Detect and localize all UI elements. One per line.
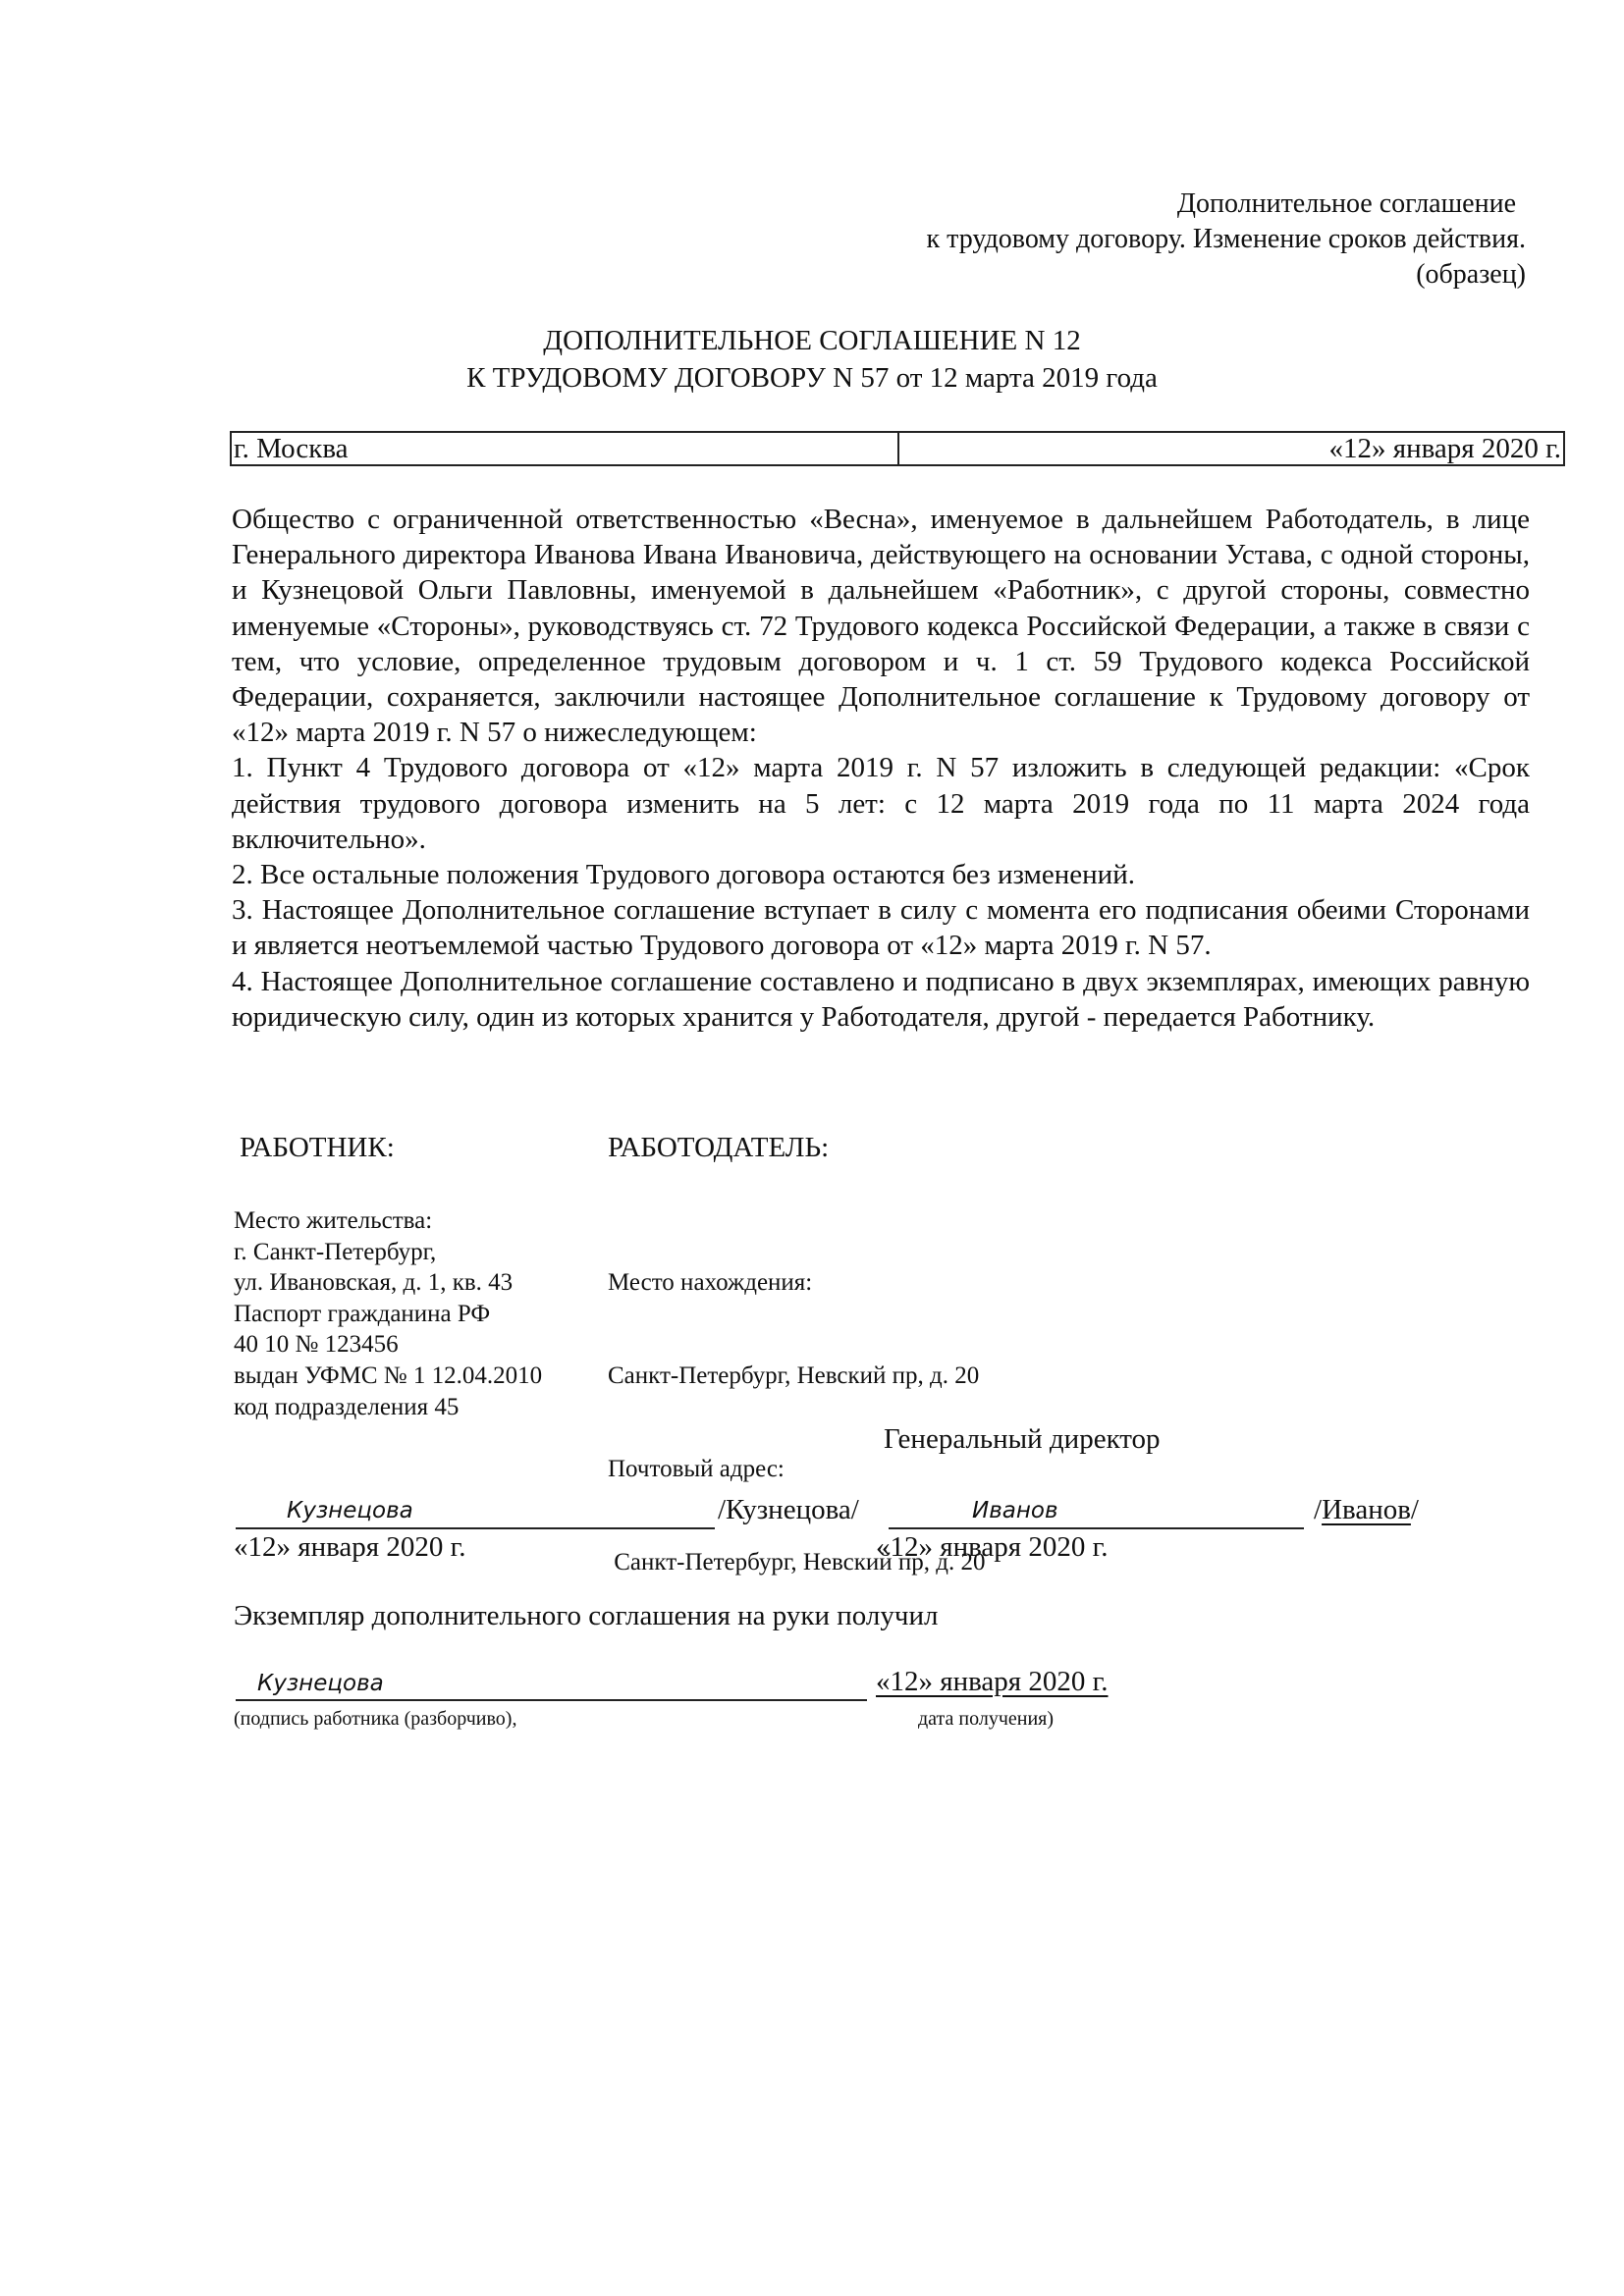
title-line-2: К ТРУДОВОМУ ДОГОВОРУ N 57 от 12 марта 2019 года (466, 362, 1158, 394)
title-line-1: ДОПОЛНИТЕЛЬНОЕ СОГЛАШЕНИЕ N 12 (543, 325, 1081, 356)
agreement-body (232, 502, 1530, 1035)
header-line-3: (образец) (1416, 259, 1526, 290)
employer-signature-rule (889, 1527, 1304, 1529)
employer-position: Генеральный директор (884, 1423, 1161, 1455)
employee-detail-line: выдан УФМС № 1 12.04.2010 (234, 1362, 543, 1389)
employer-detail-line: Санкт-Петербург, Невский пр, д. 20 (608, 1548, 986, 1575)
clause-1: 1. Пункт 4 Трудового договора от «12» марта 2019 г. N 57 изложить в следующей редакции: «Срок действия трудового договора изменить на 5 лет: с 12 марта 2019 года по 11 марта 2024 года включительно». (232, 752, 1530, 855)
employer-detail-line: Место нахождения: (608, 1269, 813, 1297)
header-line-1: Дополнительное соглашение (1176, 188, 1516, 219)
receipt-signature-rule (236, 1699, 867, 1701)
employee-signature-name: /Кузнецова/ (718, 1494, 859, 1525)
employer-signature-slash-open: / (1314, 1494, 1323, 1525)
receipt-statement: Экземпляр дополнительного соглашения на руки получил (234, 1600, 939, 1631)
receipt-caption-date: дата получения) (918, 1708, 1055, 1730)
employee-signature-date: «12» января 2020 г. (234, 1531, 466, 1563)
employer-signature-slash-close: / (1410, 1494, 1419, 1525)
preamble-paragraph: Общество с ограниченной ответственностью «Весна», именуемое в дальнейшем Работодатель, в лице Генерального директора Иванова Ивана Ивановича, действующего на основании Устава, с одной стороны, и Кузнецовой Ольги Павловны, именуемой в дальнейшем «Работник», с другой стороны, совместно именуемые «Стороны», руководствуясь ст. 72 Трудового кодекса Российской Федерации, а также в связи с тем, что условие, определенное трудовым договором и ч. 1 ст. 59 Трудового кодекса Российской Федерации, сохраняется, заключили настоящее Дополнительное соглашение к Трудовому договору от «12» марта 2019 г. N 57 о нижеследующем: (232, 504, 1530, 749)
employer-signature-name (1314, 1494, 1419, 1526)
employee-detail-line: ул. Ивановская, д. 1, кв. 43 (234, 1269, 514, 1297)
employee-detail-line: г. Санкт-Петербург, (234, 1238, 437, 1265)
employee-detail-line: код подразделения 45 (234, 1393, 460, 1420)
place-cell: г. Москва (232, 433, 899, 464)
employer-signature-date: «12» января 2020 г. (876, 1531, 1109, 1563)
employer-heading: РАБОТОДАТЕЛЬ: (608, 1132, 830, 1163)
clause-2: 2. Все остальные положения Трудового договора остаются без изменений. (232, 859, 1135, 891)
employee-detail-line: 40 10 № 123456 (234, 1331, 399, 1359)
employer-signature-handwritten: Иванов (972, 1498, 1058, 1523)
header-line-2: к трудовому договору. Изменение сроков действия. (926, 224, 1526, 254)
employee-details (234, 1205, 542, 1422)
document-title (0, 322, 1624, 397)
employee-heading: РАБОТНИК: (240, 1132, 395, 1163)
receipt-signature-handwritten: Кузнецова (257, 1671, 384, 1696)
place-date-table (230, 431, 1565, 466)
employer-detail-line: Санкт-Петербург, Невский пр, д. 20 (608, 1362, 980, 1389)
employee-signature-rule (236, 1527, 715, 1529)
employer-detail-line: Почтовый адрес: (608, 1455, 785, 1482)
clause-4: 4. Настоящее Дополнительное соглашение составлено и подписано в двух экземплярах, имеющих равную юридическую силу, один из которых хранится у Работодателя, другой - передается Работнику. (232, 965, 1530, 1033)
employee-detail-line: Место жительства: (234, 1207, 433, 1234)
employee-detail-line: Паспорт гражданина РФ (234, 1300, 491, 1327)
employee-signature-handwritten: Кузнецова (287, 1498, 413, 1523)
employer-signature-surname: Иванов (1322, 1494, 1411, 1525)
receipt-date: «12» января 2020 г. (876, 1666, 1109, 1697)
clause-3: 3. Настоящее Дополнительное соглашение вступает в силу с момента его подписания обеими Сторонами и является неотъемлемой частью Трудового договора от «12» марта 2019 г. N 57. (232, 894, 1530, 962)
receipt-caption-signature: (подпись работника (разборчиво), (234, 1708, 517, 1730)
date-cell: «12» января 2020 г. (1328, 433, 1561, 464)
document-type-header (927, 187, 1526, 293)
